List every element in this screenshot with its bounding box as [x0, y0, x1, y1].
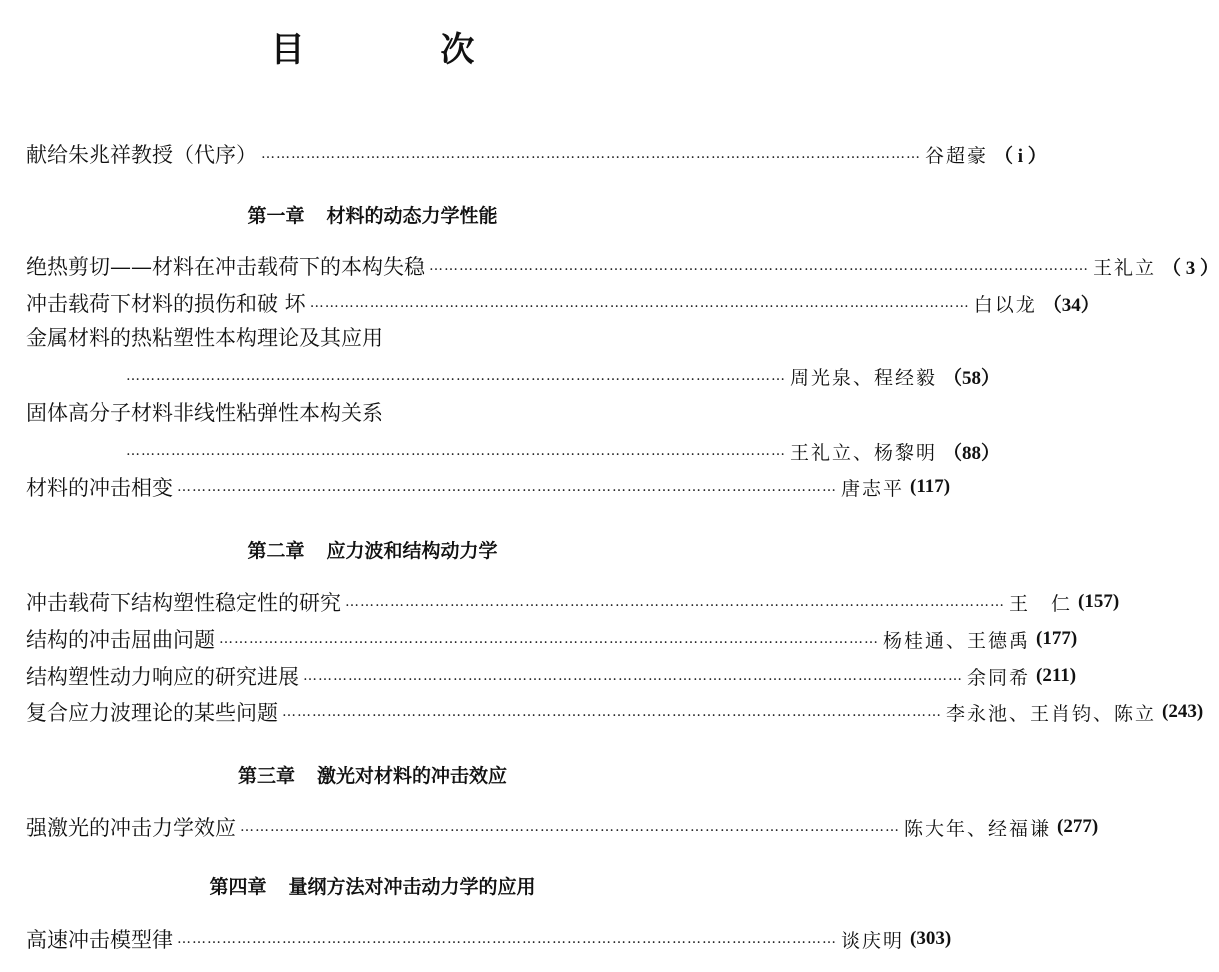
entry-page-number: (277): [1057, 816, 1099, 837]
toc-entry[interactable]: [26, 587, 1120, 617]
dot-leader: ……………………………………………………………………………………………………………………: [219, 631, 879, 647]
entry-page-number: (211): [1036, 665, 1077, 686]
entry-author: 王 仁: [1009, 592, 1073, 615]
toc-entry-continuation[interactable]: [126, 361, 1001, 391]
dot-leader: ……………………………………………………………………………………………………………………: [240, 819, 900, 835]
page-title: 目 次: [270, 30, 537, 70]
toc-entry[interactable]: [26, 251, 1219, 281]
entry-page-number: (177): [1036, 628, 1078, 649]
entry-page-number: （88）: [943, 442, 1001, 464]
entry-title: 结构塑性动力响应的研究进展: [26, 665, 299, 689]
toc-entry[interactable]: [26, 924, 952, 954]
toc-entry[interactable]: [26, 812, 1099, 842]
dot-leader: ……………………………………………………………………………………………………………………: [282, 704, 942, 720]
entry-page-number: （34）: [1042, 294, 1100, 316]
chapter-number: 第一章: [247, 205, 305, 227]
entry-page-number: （ i ）: [994, 145, 1047, 167]
entry-page-number: (243): [1162, 701, 1204, 722]
toc-entry[interactable]: [26, 624, 1078, 654]
entry-title: 材料的冲击相变: [26, 476, 173, 500]
entry-author: 白以龙: [973, 293, 1037, 316]
entry-author: 陈大年、经福谦: [904, 817, 1052, 840]
toc-entry[interactable]: [26, 697, 1204, 727]
chapter-title: 激光对材料的冲击效应: [317, 765, 508, 787]
entry-title: 献给朱兆祥教授（代序）: [26, 143, 257, 167]
entry-page-number: （58）: [943, 367, 1001, 389]
entry-author: 杨桂通、王德禹: [883, 629, 1031, 652]
entry-page-number: (303): [910, 928, 952, 949]
toc-entry[interactable]: [26, 288, 1100, 318]
entry-title: 绝热剪切——材料在冲击载荷下的本构失稳: [26, 255, 425, 279]
entry-author: 李永池、王肖钧、陈立: [946, 702, 1157, 725]
entry-title: 冲击载荷下结构塑性稳定性的研究: [26, 591, 341, 615]
dot-leader: ……………………………………………………………………………………………………………………: [345, 594, 1005, 610]
dot-leader: ……………………………………………………………………………………………………………………: [177, 479, 837, 495]
dot-leader: ……………………………………………………………………………………………………………………: [303, 668, 963, 684]
entry-page-number: (117): [910, 476, 951, 497]
chapter-heading-3: [0, 761, 745, 791]
entry-author: 王礼立: [1093, 256, 1157, 279]
chapter-number: 第二章: [247, 540, 305, 562]
chapter-heading-1: [0, 201, 745, 231]
chapter-title: 量纲方法对冲击动力学的应用: [288, 876, 536, 898]
dot-leader: ……………………………………………………………………………………………………………………: [177, 931, 837, 947]
dot-leader: ……………………………………………………………………………………………………………………: [126, 443, 786, 459]
entry-title: 高速冲击模型律: [26, 928, 173, 952]
dot-leader: ……………………………………………………………………………………………………………………: [261, 146, 921, 162]
dot-leader: ……………………………………………………………………………………………………………………: [126, 368, 786, 384]
entry-title[interactable]: 金属材料的热粘塑性本构理论及其应用: [26, 326, 383, 350]
entry-title[interactable]: 固体高分子材料非线性粘弹性本构关系: [26, 401, 383, 425]
entry-author: 唐志平: [841, 477, 905, 500]
entry-author: 王礼立、杨黎明: [790, 441, 938, 464]
entry-title: 冲击载荷下材料的损伤和破 坏: [26, 292, 306, 316]
toc-entry-continuation[interactable]: [126, 436, 1001, 466]
entry-page-number: （ 3 ）: [1162, 257, 1219, 279]
entry-title: 强激光的冲击力学效应: [26, 816, 236, 840]
chapter-title: 材料的动态力学性能: [326, 205, 498, 227]
chapter-heading-2: [0, 536, 745, 566]
entry-title: 结构的冲击屈曲问题: [26, 628, 215, 652]
entry-author: 余同希: [967, 666, 1031, 689]
chapter-title: 应力波和结构动力学: [326, 540, 498, 562]
toc-entry-preface[interactable]: [26, 139, 1047, 169]
entry-title: 复合应力波理论的某些问题: [26, 701, 278, 725]
chapter-number: 第三章: [237, 765, 295, 787]
dot-leader: ……………………………………………………………………………………………………………………: [429, 258, 1089, 274]
entry-author: 谈庆明: [841, 929, 905, 952]
entry-page-number: (157): [1078, 591, 1120, 612]
toc-entry[interactable]: [26, 472, 951, 502]
entry-author: 谷超豪: [925, 144, 989, 167]
chapter-number: 第四章: [209, 876, 267, 898]
chapter-heading-4: [0, 872, 745, 902]
dot-leader: ……………………………………………………………………………………………………………………: [309, 295, 970, 311]
entry-author: 周光泉、程经毅: [790, 366, 938, 389]
toc-entry[interactable]: [26, 661, 1077, 691]
